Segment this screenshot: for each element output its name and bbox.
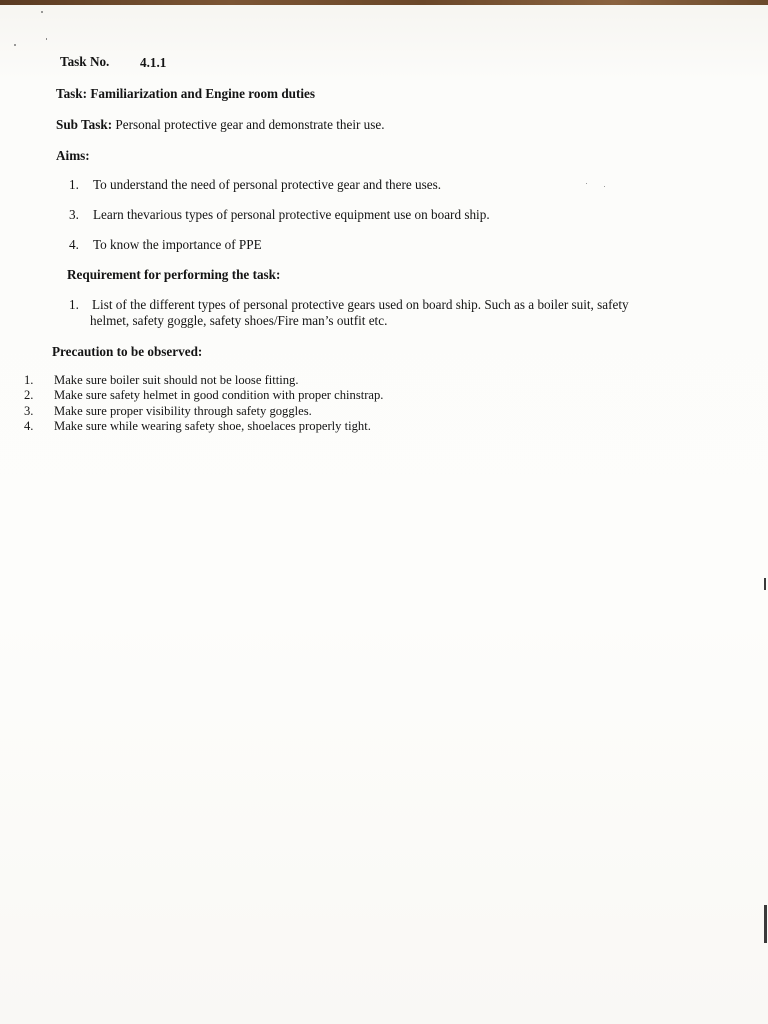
aim-number: 4. (69, 237, 79, 252)
ink-speck (46, 38, 47, 40)
requirement-text-line-1: List of the different types of personal protective gears used on board ship. Such as a boiler suit, safety (92, 297, 629, 312)
ink-speck (14, 44, 16, 46)
precaution-text: Make sure boiler suit should not be loose fitting. (54, 373, 299, 387)
sub-task-label: Sub Task: (56, 117, 113, 132)
requirement-heading: Requirement for performing the task: (67, 267, 281, 282)
task-label: Task: (56, 86, 88, 101)
aim-number: 3. (69, 207, 79, 222)
aim-text: To understand the need of personal protective gear and there uses. (93, 177, 442, 192)
edge-mark (764, 905, 767, 943)
precaution-number: 4. (24, 419, 34, 433)
precaution-text: Make sure safety helmet in good condition with proper chinstrap. (54, 388, 384, 402)
aim-number: 1. (69, 177, 79, 192)
requirement-text-line-2: helmet, safety goggle, safety shoes/Fire man’s outfit etc. (90, 313, 388, 328)
aims-heading: Aims: (56, 148, 90, 163)
ink-speck (41, 11, 43, 13)
page-top-edge-shadow (0, 0, 768, 5)
precaution-text: Make sure proper visibility through safety goggles. (54, 404, 312, 418)
task-line (56, 86, 315, 102)
ink-speck (586, 183, 587, 184)
precaution-text: Make sure while wearing safety shoe, shoelaces properly tight. (54, 419, 371, 433)
edge-mark (764, 578, 766, 590)
precaution-number: 3. (24, 404, 34, 418)
precaution-number: 1. (24, 373, 34, 387)
precaution-number: 2. (24, 388, 34, 402)
requirement-number: 1. (69, 297, 79, 312)
aim-text: Learn thevarious types of personal protective equipment use on board ship. (93, 207, 490, 222)
task-title: Familiarization and Engine room duties (90, 86, 316, 101)
task-number-value: 4.1.1 (140, 55, 167, 70)
sub-task-text: Personal protective gear and demonstrate their use. (115, 117, 385, 132)
task-number-label: Task No. (60, 54, 110, 69)
precaution-heading: Precaution to be observed: (52, 344, 203, 359)
sub-task-line (56, 117, 385, 133)
ink-speck (604, 186, 605, 187)
aim-text: To know the importance of PPE (93, 237, 262, 252)
